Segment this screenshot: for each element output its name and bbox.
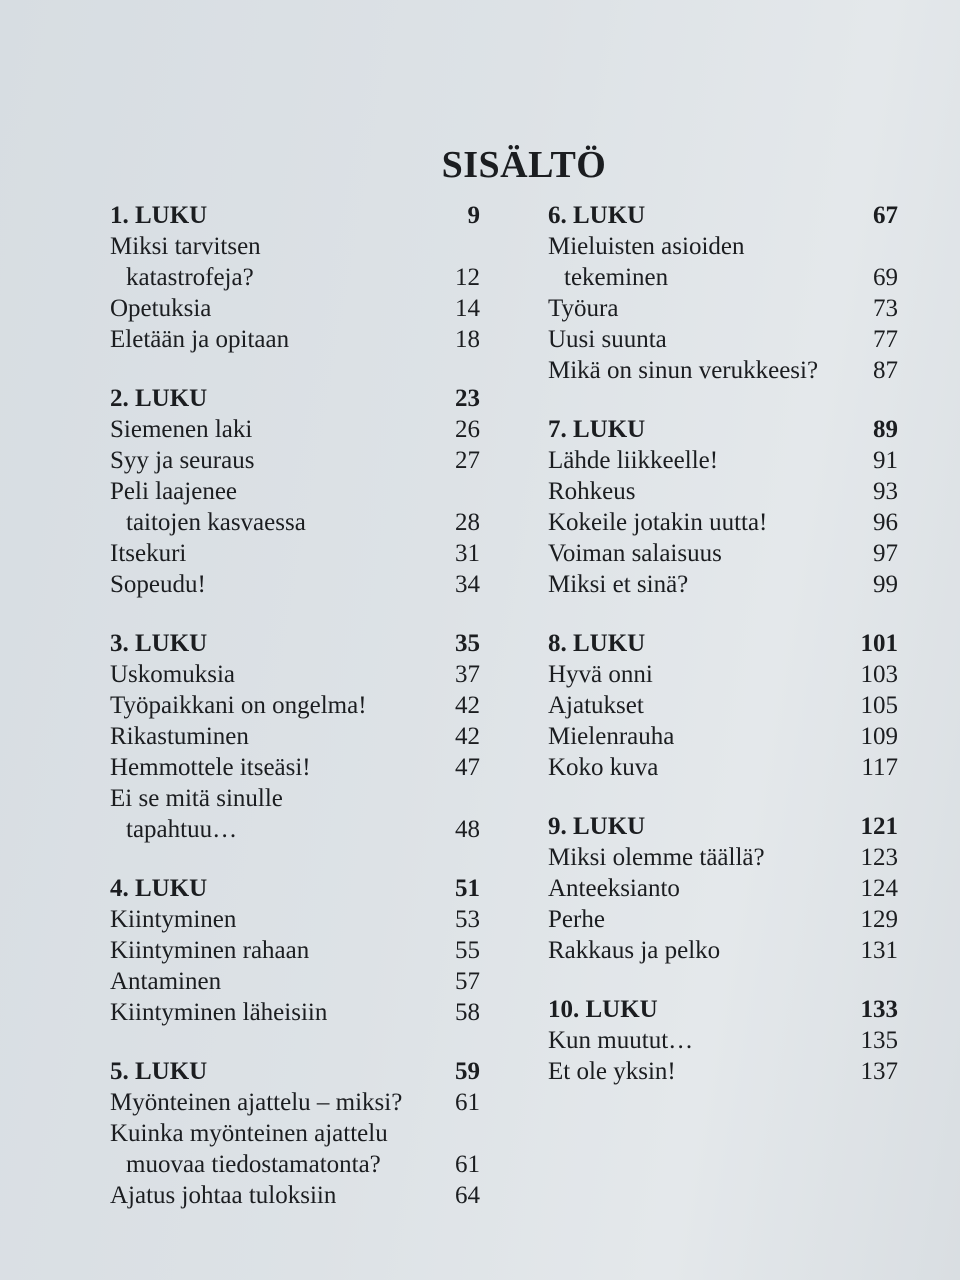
entry-page-number: 99 — [873, 571, 898, 598]
toc-entry — [110, 538, 480, 569]
toc-entry — [548, 1056, 898, 1087]
toc-entry — [548, 355, 898, 386]
chapter-title: 7. LUKU — [548, 416, 646, 443]
entry-title: Mieluisten asioiden — [548, 233, 745, 260]
entry-title: Koko kuva — [548, 754, 659, 781]
chapter-heading — [548, 200, 898, 231]
toc-entry — [548, 659, 898, 690]
chapter-title: 3. LUKU — [110, 630, 208, 657]
entry-page-number: 42 — [455, 692, 480, 719]
entry-title: Myönteinen ajattelu – miksi? — [110, 1089, 403, 1116]
entry-title: Ajatus johtaa tuloksiin — [110, 1182, 337, 1209]
entry-title: Kokeile jotakin uutta! — [548, 509, 768, 536]
toc-entry — [548, 324, 898, 355]
entry-title: Mikä on sinun verukkeesi? — [548, 357, 819, 384]
chapter-heading — [548, 628, 898, 659]
chapter-page-number: 23 — [455, 385, 480, 412]
entry-page-number: 93 — [873, 478, 898, 505]
chapter-title: 8. LUKU — [548, 630, 646, 657]
entry-title: Miksi et sinä? — [548, 571, 689, 598]
toc-entry — [110, 904, 480, 935]
entry-page-number: 31 — [455, 540, 480, 567]
toc-entry — [110, 997, 480, 1028]
entry-title: Kiintyminen läheisiin — [110, 999, 328, 1026]
toc-entry — [110, 721, 480, 752]
entry-title: Opetuksia — [110, 295, 212, 322]
entry-page-number: 103 — [860, 661, 898, 688]
toc-entry — [110, 783, 480, 814]
entry-page-number: 97 — [873, 540, 898, 567]
entry-title: Kun muutut… — [548, 1027, 694, 1054]
entry-title: taitojen kasvaessa — [126, 509, 306, 536]
toc-entry — [548, 569, 898, 600]
chapter-title: 10. LUKU — [548, 996, 658, 1023]
toc-entry — [110, 231, 480, 262]
chapter-title: 1. LUKU — [110, 202, 208, 229]
chapter-title: 6. LUKU — [548, 202, 646, 229]
toc-entry — [548, 873, 898, 904]
entry-page-number: 55 — [455, 937, 480, 964]
entry-title: muovaa tiedostamatonta? — [126, 1151, 381, 1178]
entry-page-number: 37 — [455, 661, 480, 688]
chapter-page-number: 9 — [467, 202, 480, 229]
toc-entry — [110, 814, 480, 845]
entry-title: Miksi olemme täällä? — [548, 844, 765, 871]
entry-page-number: 12 — [455, 264, 480, 291]
entry-title: Mielenrauha — [548, 723, 675, 750]
chapter-title: 2. LUKU — [110, 385, 208, 412]
entry-page-number: 105 — [860, 692, 898, 719]
toc-entry — [548, 904, 898, 935]
entry-page-number: 135 — [860, 1027, 898, 1054]
chapter-heading — [548, 811, 898, 842]
toc-chapter — [548, 414, 898, 600]
toc-chapter — [548, 628, 898, 783]
chapter-page-number: 89 — [873, 416, 898, 443]
toc-entry — [548, 476, 898, 507]
entry-page-number: 14 — [455, 295, 480, 322]
entry-title: Kiintyminen rahaan — [110, 937, 310, 964]
toc-column-left — [110, 200, 480, 1239]
toc-entry — [548, 752, 898, 783]
chapter-title: 9. LUKU — [548, 813, 646, 840]
entry-page-number: 124 — [860, 875, 898, 902]
toc-entry — [548, 538, 898, 569]
page-title: SISÄLTÖ — [441, 144, 607, 187]
entry-page-number: 129 — [860, 906, 898, 933]
entry-title: Siemenen laki — [110, 416, 253, 443]
entry-page-number: 123 — [860, 844, 898, 871]
toc-entry — [110, 324, 480, 355]
entry-page-number: 131 — [860, 937, 898, 964]
toc-entry — [110, 569, 480, 600]
entry-page-number: 26 — [455, 416, 480, 443]
entry-page-number: 87 — [873, 357, 898, 384]
chapter-page-number: 67 — [873, 202, 898, 229]
toc-chapter — [110, 628, 480, 845]
entry-page-number: 58 — [455, 999, 480, 1026]
toc-chapter — [110, 200, 480, 355]
chapter-heading — [110, 873, 480, 904]
toc-entry — [110, 476, 480, 507]
entry-title: Työpaikkani on ongelma! — [110, 692, 367, 719]
entry-title: Työura — [548, 295, 619, 322]
entry-title: Kuinka myönteinen ajattelu — [110, 1120, 388, 1147]
entry-page-number: 91 — [873, 447, 898, 474]
chapter-heading — [110, 1056, 480, 1087]
toc-column-right — [548, 200, 898, 1115]
entry-title: Ajatukset — [548, 692, 644, 719]
entry-page-number: 48 — [455, 816, 480, 843]
toc-entry — [110, 445, 480, 476]
entry-page-number: 42 — [455, 723, 480, 750]
chapter-page-number: 35 — [455, 630, 480, 657]
entry-page-number: 61 — [455, 1089, 480, 1116]
toc-entry — [110, 1118, 480, 1149]
entry-title: Eletään ja opitaan — [110, 326, 290, 353]
entry-title: Sopeudu! — [110, 571, 206, 598]
chapter-page-number: 59 — [455, 1058, 480, 1085]
entry-page-number: 28 — [455, 509, 480, 536]
toc-entry — [548, 721, 898, 752]
entry-title: Kiintyminen — [110, 906, 237, 933]
chapter-page-number: 133 — [860, 996, 898, 1023]
toc-entry — [548, 262, 898, 293]
entry-title: tekeminen — [564, 264, 669, 291]
chapter-heading — [110, 628, 480, 659]
toc-entry — [110, 293, 480, 324]
toc-entry — [110, 690, 480, 721]
chapter-title: 5. LUKU — [110, 1058, 208, 1085]
toc-entry — [110, 262, 480, 293]
chapter-heading — [110, 200, 480, 231]
entry-title: Uskomuksia — [110, 661, 235, 688]
chapter-heading — [548, 994, 898, 1025]
toc-entry — [110, 752, 480, 783]
toc-chapter — [110, 873, 480, 1028]
toc-entry — [110, 507, 480, 538]
chapter-title: 4. LUKU — [110, 875, 208, 902]
entry-title: Anteeksianto — [548, 875, 680, 902]
entry-page-number: 64 — [455, 1182, 480, 1209]
toc-entry — [548, 231, 898, 262]
entry-title: Hemmottele itseäsi! — [110, 754, 311, 781]
chapter-page-number: 101 — [860, 630, 898, 657]
toc-entry — [110, 1149, 480, 1180]
toc-entry — [548, 842, 898, 873]
entry-page-number: 77 — [873, 326, 898, 353]
toc-entry — [548, 1025, 898, 1056]
entry-page-number: 18 — [455, 326, 480, 353]
entry-page-number: 61 — [455, 1151, 480, 1178]
toc-entry — [548, 293, 898, 324]
toc-entry — [110, 659, 480, 690]
entry-page-number: 137 — [860, 1058, 898, 1085]
chapter-page-number: 121 — [860, 813, 898, 840]
toc-chapter — [548, 811, 898, 966]
toc-entry — [548, 690, 898, 721]
toc-entry — [110, 966, 480, 997]
entry-title: Ei se mitä sinulle — [110, 785, 283, 812]
chapter-page-number: 51 — [455, 875, 480, 902]
toc-entry — [110, 1087, 480, 1118]
entry-page-number: 34 — [455, 571, 480, 598]
entry-title: Miksi tarvitsen — [110, 233, 261, 260]
entry-title: Antaminen — [110, 968, 222, 995]
entry-page-number: 27 — [455, 447, 480, 474]
toc-chapter — [110, 383, 480, 600]
toc-entry — [548, 507, 898, 538]
entry-title: Perhe — [548, 906, 605, 933]
entry-title: Syy ja seuraus — [110, 447, 255, 474]
chapter-heading — [110, 383, 480, 414]
toc-entry — [110, 935, 480, 966]
entry-title: Rakkaus ja pelko — [548, 937, 721, 964]
toc-chapter — [548, 200, 898, 386]
entry-title: katastrofeja? — [126, 264, 254, 291]
entry-page-number: 96 — [873, 509, 898, 536]
entry-title: Rohkeus — [548, 478, 636, 505]
entry-page-number: 47 — [455, 754, 480, 781]
entry-page-number: 109 — [860, 723, 898, 750]
entry-page-number: 57 — [455, 968, 480, 995]
entry-page-number: 73 — [873, 295, 898, 322]
entry-title: tapahtuu… — [126, 816, 238, 843]
entry-title: Uusi suunta — [548, 326, 667, 353]
entry-title: Peli laajenee — [110, 478, 238, 505]
entry-title: Hyvä onni — [548, 661, 653, 688]
entry-title: Voiman salaisuus — [548, 540, 722, 567]
entry-page-number: 69 — [873, 264, 898, 291]
entry-title: Rikastuminen — [110, 723, 249, 750]
toc-chapter — [110, 1056, 480, 1211]
toc-entry — [110, 414, 480, 445]
entry-page-number: 117 — [861, 754, 898, 781]
entry-title: Et ole yksin! — [548, 1058, 676, 1085]
toc-entry — [548, 935, 898, 966]
entry-title: Lähde liikkeelle! — [548, 447, 719, 474]
chapter-heading — [548, 414, 898, 445]
toc-entry — [548, 445, 898, 476]
toc-chapter — [548, 994, 898, 1087]
entry-title: Itsekuri — [110, 540, 187, 567]
entry-page-number: 53 — [455, 906, 480, 933]
toc-entry — [110, 1180, 480, 1211]
